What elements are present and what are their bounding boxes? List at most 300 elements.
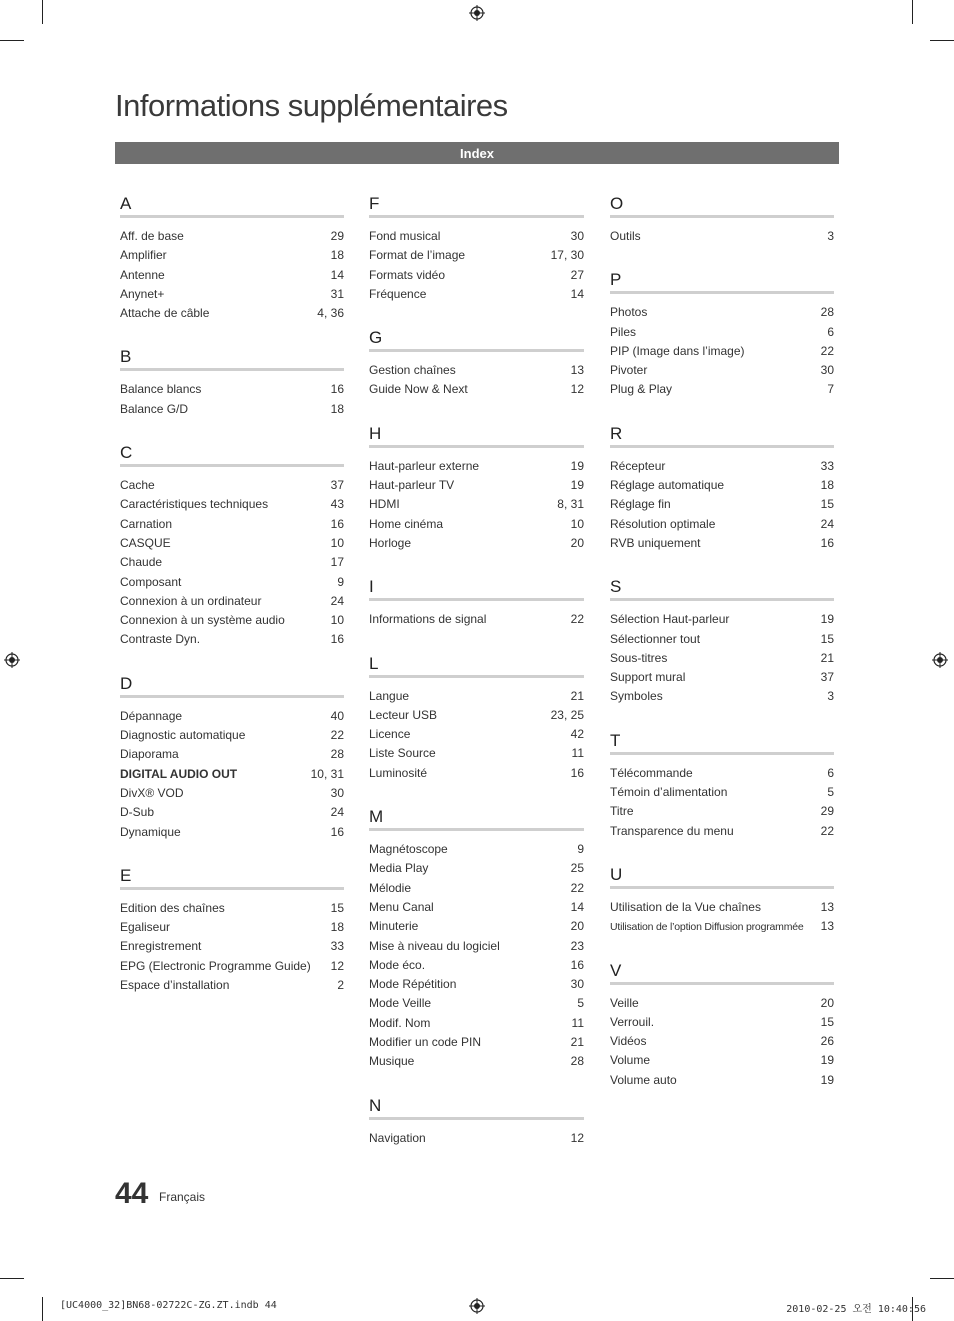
entry-term: Connexion à un système audio: [120, 613, 285, 628]
index-entry: [120, 937, 344, 956]
entry-page: 37: [330, 478, 344, 493]
entry-term: Outils: [610, 229, 641, 243]
entry-term: Horloge: [369, 535, 412, 550]
index-entry: [610, 610, 834, 629]
entry-term: Mise à niveau du logiciel: [369, 938, 500, 953]
index-section: [120, 442, 344, 650]
entry-page: 30: [570, 229, 584, 243]
entry-page: 19: [820, 1053, 834, 1068]
section-letter: S: [610, 577, 622, 597]
entry-term: Récepteur: [610, 458, 666, 473]
index-section: [610, 423, 834, 553]
entry-page: 10: [330, 535, 344, 550]
entry-page: 28: [820, 305, 834, 320]
index-entry: [610, 342, 834, 361]
entry-page: 20: [570, 919, 584, 934]
index-entry: [610, 687, 834, 706]
index-entry: [369, 610, 584, 629]
entry-page: 15: [820, 1014, 834, 1029]
entry-page: 28: [570, 1054, 584, 1069]
index-entry: [369, 1052, 584, 1071]
index-entry: [610, 822, 834, 841]
index-entry: [369, 1014, 584, 1033]
index-entry: [369, 706, 584, 725]
entry-page: 22: [570, 880, 584, 895]
index-entry: [610, 1051, 834, 1070]
index-entry: [610, 668, 834, 687]
crop-mark: [42, 0, 43, 24]
entry-page: 3: [827, 689, 834, 704]
entry-term: Titre: [610, 804, 634, 819]
index-entry: [610, 630, 834, 649]
index-entry: [369, 246, 584, 265]
entry-term: Dynamique: [120, 824, 181, 839]
entry-term: Dépannage: [120, 708, 183, 723]
entry-term: Chaude: [120, 555, 163, 570]
entry-term: DIGITAL AUDIO OUT: [120, 766, 238, 781]
entry-term: Menu Canal: [369, 899, 434, 914]
entry-term: RVB uniquement: [610, 535, 701, 550]
footer-timestamp: 2010-02-25 오전 10:40:56: [786, 1304, 926, 1315]
index-entry: [369, 476, 584, 495]
entry-term: Home cinéma: [369, 516, 444, 531]
index-section: [369, 576, 584, 629]
index-entry: [610, 764, 834, 783]
index-entry: [120, 246, 344, 265]
entry-page: 6: [827, 765, 834, 780]
entry-page: 21: [570, 688, 584, 703]
index-entry: [610, 476, 834, 495]
entry-page: 20: [820, 995, 834, 1010]
entry-page: 22: [820, 823, 834, 838]
section-letter: L: [369, 653, 379, 673]
section-divider: [610, 215, 834, 218]
index-section: [369, 423, 584, 553]
index-entry: [610, 227, 834, 246]
entry-page: 30: [570, 977, 584, 992]
index-entry: [120, 976, 344, 995]
section-divider: [369, 349, 584, 352]
section-letter: G: [369, 328, 383, 348]
entry-page: 25: [570, 861, 584, 876]
index-section: [369, 193, 584, 304]
entry-term: Caractéristiques techniques: [120, 497, 269, 512]
entry-page: 3: [827, 229, 834, 243]
entry-page: 24: [820, 516, 834, 531]
entry-term: Magnétoscope: [369, 842, 448, 857]
section-divider: [120, 695, 344, 698]
crop-mark: [0, 40, 24, 41]
section-bar: [115, 142, 839, 164]
entry-term: Haut-parleur TV: [369, 478, 455, 493]
entry-page: 16: [330, 516, 344, 531]
index-column-1: [120, 193, 344, 1018]
index-entry: [369, 266, 584, 285]
index-entry: [120, 592, 344, 611]
entry-term: Guide Now & Next: [369, 382, 468, 397]
entry-term: Carnation: [120, 516, 173, 531]
section-divider: [610, 598, 834, 601]
entry-page: 10: [570, 516, 584, 531]
section-letter: F: [369, 194, 380, 213]
entry-term: Sélection Haut-parleur: [610, 612, 730, 627]
entry-page: 42: [570, 727, 584, 742]
entry-term: Volume auto: [610, 1072, 677, 1087]
entry-page: 19: [820, 1072, 834, 1087]
entry-term: Symboles: [610, 689, 663, 704]
entry-page: 14: [330, 267, 344, 282]
section-divider: [369, 445, 584, 448]
entry-term: Plug & Play: [610, 382, 673, 397]
index-entry: [120, 266, 344, 285]
index-entry: [120, 707, 344, 726]
entry-page: 14: [570, 286, 584, 301]
entry-page: 7: [827, 382, 834, 397]
index-entry: [120, 918, 344, 937]
section-letter: T: [610, 730, 621, 750]
index-section: [369, 1095, 584, 1148]
entry-page: 18: [330, 248, 344, 263]
entry-term: Verrouil.: [610, 1014, 655, 1029]
section-bar-label: Index: [460, 145, 494, 161]
entry-page: 8, 31: [557, 497, 584, 512]
entry-term: Balance G/D: [120, 401, 189, 416]
crop-mark: [930, 40, 954, 41]
section-letter: P: [610, 270, 622, 290]
registration-mark-icon: [469, 1298, 485, 1314]
index-entry: [369, 956, 584, 975]
index-entry: [369, 744, 584, 763]
page-title: Informations supplémentaires: [115, 88, 508, 123]
entry-page: 24: [330, 593, 344, 608]
entry-page: 15: [330, 900, 344, 915]
section-divider: [610, 291, 834, 294]
entry-term: Gestion chaînes: [369, 363, 456, 378]
entry-page: 16: [330, 632, 344, 647]
section-letter: B: [120, 347, 132, 367]
entry-page: 15: [820, 631, 834, 646]
index-section: [610, 576, 834, 706]
entry-page: 21: [570, 1035, 584, 1050]
entry-term: Enregistrement: [120, 939, 202, 954]
index-entry: [610, 495, 834, 514]
section-divider: [120, 887, 344, 890]
entry-term: Formats vidéo: [369, 267, 446, 282]
entry-term: Mode Veille: [369, 996, 432, 1011]
entry-page: 37: [820, 670, 834, 685]
section-divider: [610, 982, 834, 985]
entry-term: Volume: [610, 1053, 651, 1068]
entry-term: Attache de câble: [120, 306, 210, 321]
section-divider: [369, 1117, 584, 1120]
entry-page: 15: [820, 497, 834, 512]
index-entry: [120, 476, 344, 495]
entry-page: 20: [570, 535, 584, 550]
entry-page: 5: [827, 785, 834, 800]
page-number: 44: [115, 1177, 149, 1210]
entry-term: Haut-parleur externe: [369, 458, 480, 473]
entry-term: Modifier un code PIN: [369, 1035, 482, 1050]
entry-term: Veille: [610, 995, 639, 1010]
index-entry: [369, 994, 584, 1013]
index-entry: [120, 573, 344, 592]
index-section: [120, 346, 344, 419]
section-letter: D: [120, 673, 133, 693]
index-entry: [369, 380, 584, 399]
index-entry: [610, 361, 834, 380]
entry-term: Liste Source: [369, 746, 436, 761]
entry-term: Langue: [369, 688, 410, 703]
index-entry: [120, 534, 344, 553]
entry-page: 2: [337, 978, 344, 993]
entry-term: Réglage fin: [610, 497, 671, 512]
index-entry: [610, 457, 834, 476]
index-entry: [610, 1032, 834, 1051]
entry-term: Balance blancs: [120, 382, 202, 397]
entry-term: Contraste Dyn.: [120, 632, 201, 647]
entry-term: Fréquence: [369, 286, 427, 301]
section-divider: [369, 598, 584, 601]
entry-page: 16: [570, 957, 584, 972]
crop-mark: [0, 1278, 24, 1279]
entry-term: CASQUE: [120, 535, 171, 550]
section-letter: C: [120, 443, 133, 463]
entry-page: 11: [571, 1015, 584, 1030]
entry-page: 4, 36: [317, 306, 344, 321]
index-entry: [120, 285, 344, 304]
index-section: [610, 730, 834, 841]
entry-term: Format de l’image: [369, 248, 466, 263]
index-entry: [369, 495, 584, 514]
index-entry: [120, 515, 344, 534]
section-divider: [369, 828, 584, 831]
entry-term: D-Sub: [120, 805, 155, 820]
section-divider: [120, 464, 344, 467]
index-entry: [610, 323, 834, 342]
index-entry: [120, 304, 344, 323]
section-letter: U: [610, 864, 623, 884]
entry-term: Licence: [369, 727, 411, 742]
index-section: [120, 865, 344, 995]
entry-page: 29: [820, 804, 834, 819]
index-column-2: [369, 193, 584, 1171]
index-entry: [120, 745, 344, 764]
entry-page: 11: [571, 746, 584, 761]
entry-page: 22: [570, 612, 584, 627]
entry-page: 16: [330, 382, 344, 397]
entry-page: 18: [330, 920, 344, 935]
index-entry: [369, 840, 584, 859]
index-entry: [610, 303, 834, 322]
entry-term: Utilisation de la Vue chaînes: [610, 899, 761, 914]
entry-page: 5: [577, 996, 584, 1011]
entry-term: Luminosité: [369, 765, 428, 780]
entry-term: Réglage automatique: [610, 478, 725, 493]
crop-mark: [42, 1297, 43, 1321]
entry-page: 23, 25: [550, 707, 584, 722]
registration-mark-icon: [4, 652, 20, 668]
section-letter: V: [610, 960, 622, 980]
index-entry: [369, 1033, 584, 1052]
index-entry: [120, 227, 344, 246]
entry-page: 23: [570, 938, 584, 953]
index-entry: [120, 899, 344, 918]
section-divider: [610, 886, 834, 889]
entry-term: Diaporama: [120, 747, 179, 762]
entry-page: 27: [570, 267, 584, 282]
entry-page: 6: [827, 324, 834, 339]
entry-term: Sous-titres: [610, 650, 668, 665]
index-entry: [610, 802, 834, 821]
entry-page: 26: [820, 1034, 834, 1049]
section-divider: [120, 368, 344, 371]
crop-mark: [912, 0, 913, 24]
entry-term: Egaliseur: [120, 920, 171, 935]
entry-term: Cache: [120, 478, 155, 493]
section-letter: M: [369, 807, 384, 827]
index-section: [120, 193, 344, 323]
section-divider: [369, 675, 584, 678]
index-entry: [120, 400, 344, 419]
footer-file-info: [UC4000_32]BN68-02722C-ZG.ZT.indb 44: [60, 1300, 277, 1311]
entry-page: 16: [330, 824, 344, 839]
entry-page: 14: [570, 899, 584, 914]
entry-page: 12: [570, 1130, 584, 1145]
entry-page: 24: [330, 805, 344, 820]
section-letter: O: [610, 194, 624, 213]
index-section: [610, 193, 834, 246]
index-entry: [610, 380, 834, 399]
index-entry: [120, 726, 344, 745]
index-entry: [610, 1071, 834, 1090]
page-language: Français: [159, 1190, 206, 1204]
index-entry: [120, 957, 344, 976]
index-entry: [369, 227, 584, 246]
entry-term: Mode éco.: [369, 957, 426, 972]
section-letter: E: [120, 865, 132, 885]
entry-term: Edition des chaînes: [120, 900, 225, 915]
index-section: [369, 327, 584, 400]
entry-page: 18: [330, 401, 344, 416]
entry-page: 17: [330, 555, 344, 570]
entry-page: 33: [330, 939, 344, 954]
entry-page: 21: [820, 650, 834, 665]
section-letter: R: [610, 423, 623, 443]
entry-term: Support mural: [610, 670, 686, 685]
index-entry: [369, 725, 584, 744]
index-entry: [610, 994, 834, 1013]
index-entry: [369, 534, 584, 553]
section-divider: [369, 215, 584, 218]
entry-term: Media Play: [369, 861, 429, 876]
index-entry: [120, 630, 344, 649]
entry-term: HDMI: [369, 497, 400, 512]
index-entry: [120, 765, 344, 784]
index-entry: [369, 457, 584, 476]
entry-term: Utilisation de l’option Diffusion programmée: [610, 921, 804, 934]
index-entry: [610, 515, 834, 534]
entry-term: Antenne: [120, 267, 165, 282]
entry-page: 22: [820, 343, 834, 358]
section-letter: A: [120, 194, 132, 213]
index-entry: [610, 649, 834, 668]
entry-page: 19: [820, 612, 834, 627]
entry-page: 28: [330, 747, 344, 762]
entry-term: Modif. Nom: [369, 1015, 431, 1030]
entry-page: 10: [330, 613, 344, 628]
entry-page: 9: [577, 842, 584, 857]
entry-page: 19: [570, 478, 584, 493]
index-entry: [610, 783, 834, 802]
entry-term: Informations de signal: [369, 612, 487, 627]
entry-term: Anynet+: [120, 286, 165, 301]
index-column-3: [610, 193, 834, 1113]
entry-term: PIP (Image dans l’image): [610, 343, 745, 358]
index-entry: [369, 859, 584, 878]
entry-term: Transparence du menu: [610, 823, 734, 838]
entry-term: EPG (Electronic Programme Guide): [120, 958, 311, 973]
index-entry: [120, 495, 344, 514]
entry-page: 43: [330, 497, 344, 512]
entry-term: Télécommande: [610, 765, 693, 780]
section-divider: [120, 215, 344, 218]
section-letter: H: [369, 423, 382, 443]
index-entry: [120, 823, 344, 842]
crop-mark: [930, 1278, 954, 1279]
entry-page: 30: [330, 785, 344, 800]
entry-term: Photos: [610, 305, 648, 320]
entry-term: Résolution optimale: [610, 516, 716, 531]
entry-page: 30: [820, 363, 834, 378]
entry-page: 13: [570, 363, 584, 378]
section-letter: N: [369, 1095, 382, 1115]
entry-term: Témoin d’alimentation: [610, 785, 728, 800]
entry-term: Vidéos: [610, 1034, 647, 1049]
index-entry: [120, 611, 344, 630]
entry-term: Connexion à un ordinateur: [120, 593, 262, 608]
entry-page: 9: [337, 574, 344, 589]
entry-term: Minuterie: [369, 919, 419, 934]
entry-page: 13: [820, 899, 834, 914]
entry-term: Mode Répétition: [369, 977, 457, 992]
index-section: [120, 673, 344, 842]
entry-term: Pivoter: [610, 363, 648, 378]
entry-page: 31: [330, 286, 344, 301]
index-entry: [369, 361, 584, 380]
index-entry: [120, 784, 344, 803]
entry-page: 18: [820, 478, 834, 493]
entry-term: Amplifier: [120, 248, 167, 263]
entry-term: Composant: [120, 574, 182, 589]
entry-page: 13: [820, 919, 834, 934]
entry-page: 12: [570, 382, 584, 397]
index-section: [610, 864, 834, 937]
index-section: [610, 269, 834, 399]
entry-page: 22: [330, 728, 344, 743]
entry-term: Fond musical: [369, 229, 441, 243]
index-entry: [120, 380, 344, 399]
entry-page: 33: [820, 458, 834, 473]
entry-page: 29: [330, 229, 344, 243]
index-entry: [120, 553, 344, 572]
section-divider: [610, 445, 834, 448]
index-entry: [610, 1013, 834, 1032]
entry-term: Sélectionner tout: [610, 631, 701, 646]
index-entry: [369, 898, 584, 917]
index-section: [369, 653, 584, 783]
index-entry: [369, 515, 584, 534]
registration-mark-icon: [932, 652, 948, 668]
